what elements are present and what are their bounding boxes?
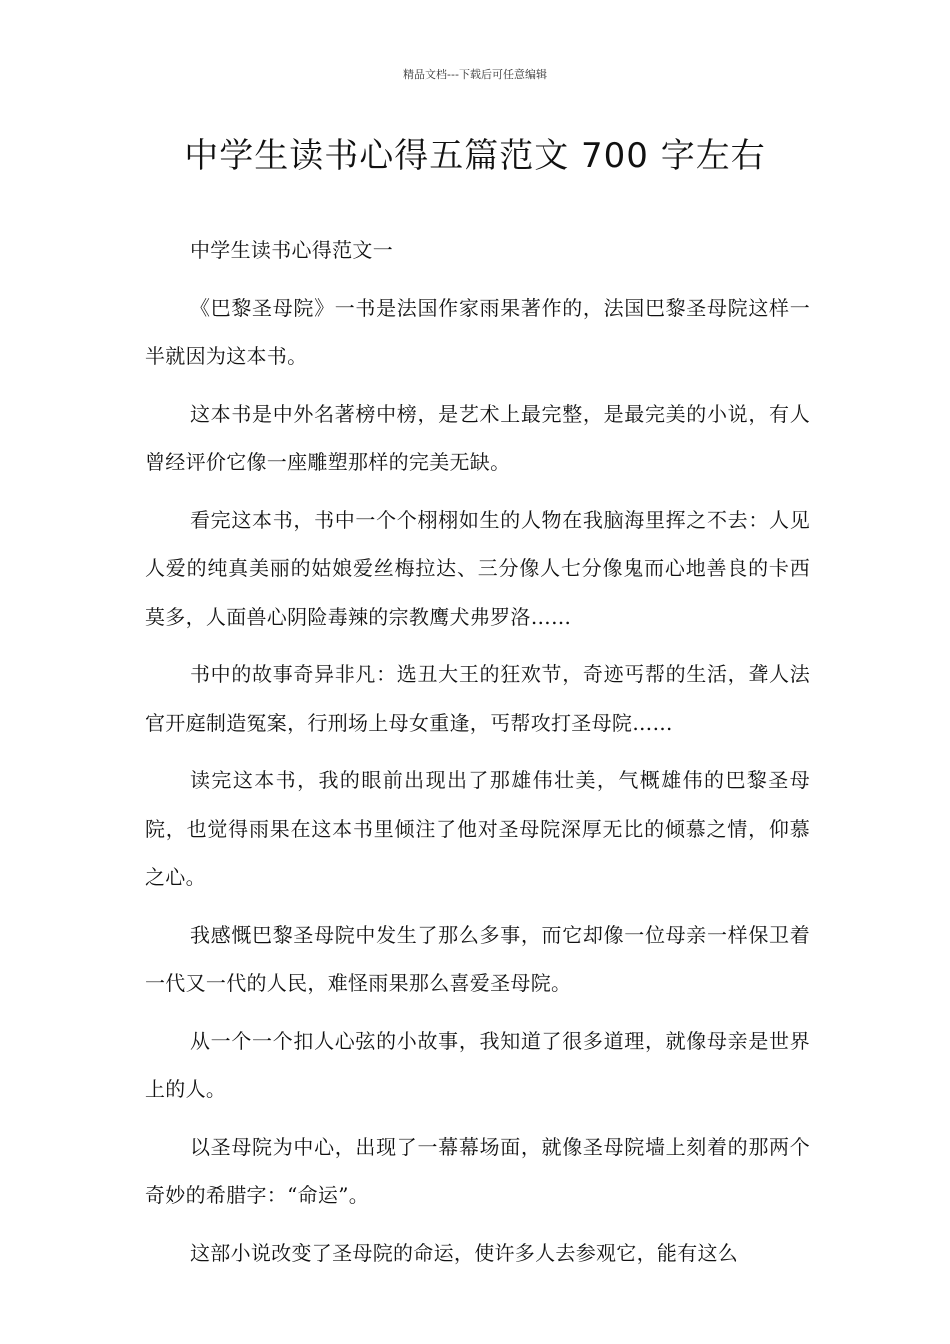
document-body [145,226,810,1286]
paragraph: 从一个一个扣人心弦的小故事，我知道了很多道理，就像母亲是世界上的人。 [145,1028,810,1101]
paragraph-section-heading: 中学生读书心得范文一 [190,238,393,262]
paragraph: 这本书是中外名著榜中榜，是艺术上最完整，是最完美的小说，有人曾经评价它像一座雕塑那样的完美无缺。 [145,401,810,474]
header-note: 精品文档---下载后可任意编辑 [403,68,547,81]
paragraph: 书中的故事奇异非凡：选丑大王的狂欢节，奇迹丐帮的生活，聋人法官开庭制造冤案，行刑场上母女重逢，丐帮攻打圣母院…… [145,662,810,735]
paragraph: 我感慨巴黎圣母院中发生了那么多事，而它却像一位母亲一样保卫着一代又一代的人民，难怪雨果那么喜爱圣母院。 [145,922,810,995]
paragraph: 读完这本书，我的眼前出现出了那雄伟壮美，气概雄伟的巴黎圣母院，也觉得雨果在这本书里倾注了他对圣母院深厚无比的倾慕之情，仰慕之心。 [145,768,810,889]
document-title: 中学生读书心得五篇范文 700 字左右 [184,136,766,176]
paragraph: 看完这本书，书中一个个栩栩如生的人物在我脑海里挥之不去：人见人爱的纯真美丽的姑娘爱丝梅拉达、三分像人七分像鬼而心地善良的卡西莫多，人面兽心阴险毒辣的宗教鹰犬弗罗洛…… [145,507,810,629]
paragraph: 《巴黎圣母院》一书是法国作家雨果著作的，法国巴黎圣母院这样一半就因为这本书。 [145,295,810,368]
paragraph: 以圣母院为中心，出现了一幕幕场面，就像圣母院墙上刻着的那两个奇妙的希腊字：“命运”。 [145,1134,810,1207]
paragraph: 这部小说改变了圣母院的命运，使许多人去参观它，能有这么 [190,1240,739,1265]
